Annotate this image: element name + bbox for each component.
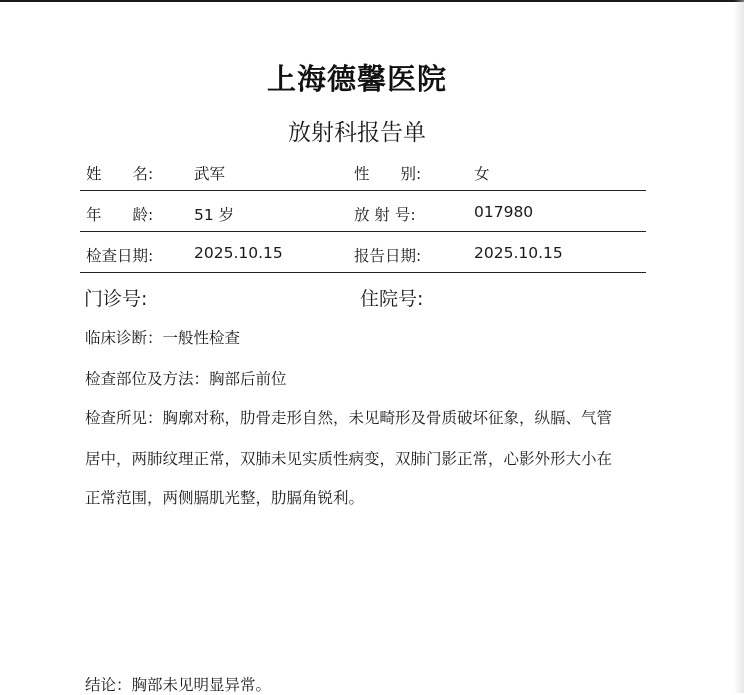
sex-label: 性 别: xyxy=(354,165,422,183)
divider-2 xyxy=(80,231,646,232)
report-title: 放射科报告单 xyxy=(288,120,426,146)
age-label: 年 龄: xyxy=(86,206,154,224)
clinical-diagnosis: 临床诊断：一般性检查 xyxy=(85,329,241,347)
findings-line-2: 居中，两肺纹理正常，双肺未见实质性病变，双肺门影正常，心影外形大小在 xyxy=(85,450,613,468)
exam-site-method: 检查部位及方法：胸部后前位 xyxy=(85,370,287,388)
page-right-shadow xyxy=(734,0,744,693)
name-label: 姓 名: xyxy=(86,165,154,183)
radiology-no-label: 放 射 号: xyxy=(354,206,416,224)
divider-1 xyxy=(80,190,646,191)
divider-3 xyxy=(80,272,646,273)
outpatient-no-label: 门诊号: xyxy=(84,288,148,310)
hospital-name: 上海德馨医院 xyxy=(266,62,447,96)
page-top-edge xyxy=(0,0,744,2)
sex-value: 女 xyxy=(474,165,490,183)
exam-date-value: 2025.10.15 xyxy=(194,244,283,262)
report-date-label: 报告日期: xyxy=(354,247,422,265)
report-date-value: 2025.10.15 xyxy=(474,244,563,262)
exam-date-label: 检查日期: xyxy=(86,247,154,265)
findings-line-3: 正常范围，两侧膈肌光整，肋膈角锐利。 xyxy=(85,489,365,507)
findings-line-1: 检查所见：胸廓对称，肋骨走形自然，未见畸形及骨质破坏征象，纵膈、气管 xyxy=(85,409,613,427)
radiology-no-value: 017980 xyxy=(474,203,534,221)
age-value: 51 岁 xyxy=(194,206,235,224)
conclusion: 结论：胸部未见明显异常。 xyxy=(85,676,272,694)
name-value: 武军 xyxy=(194,165,226,183)
inpatient-no-label: 住院号: xyxy=(360,288,424,310)
